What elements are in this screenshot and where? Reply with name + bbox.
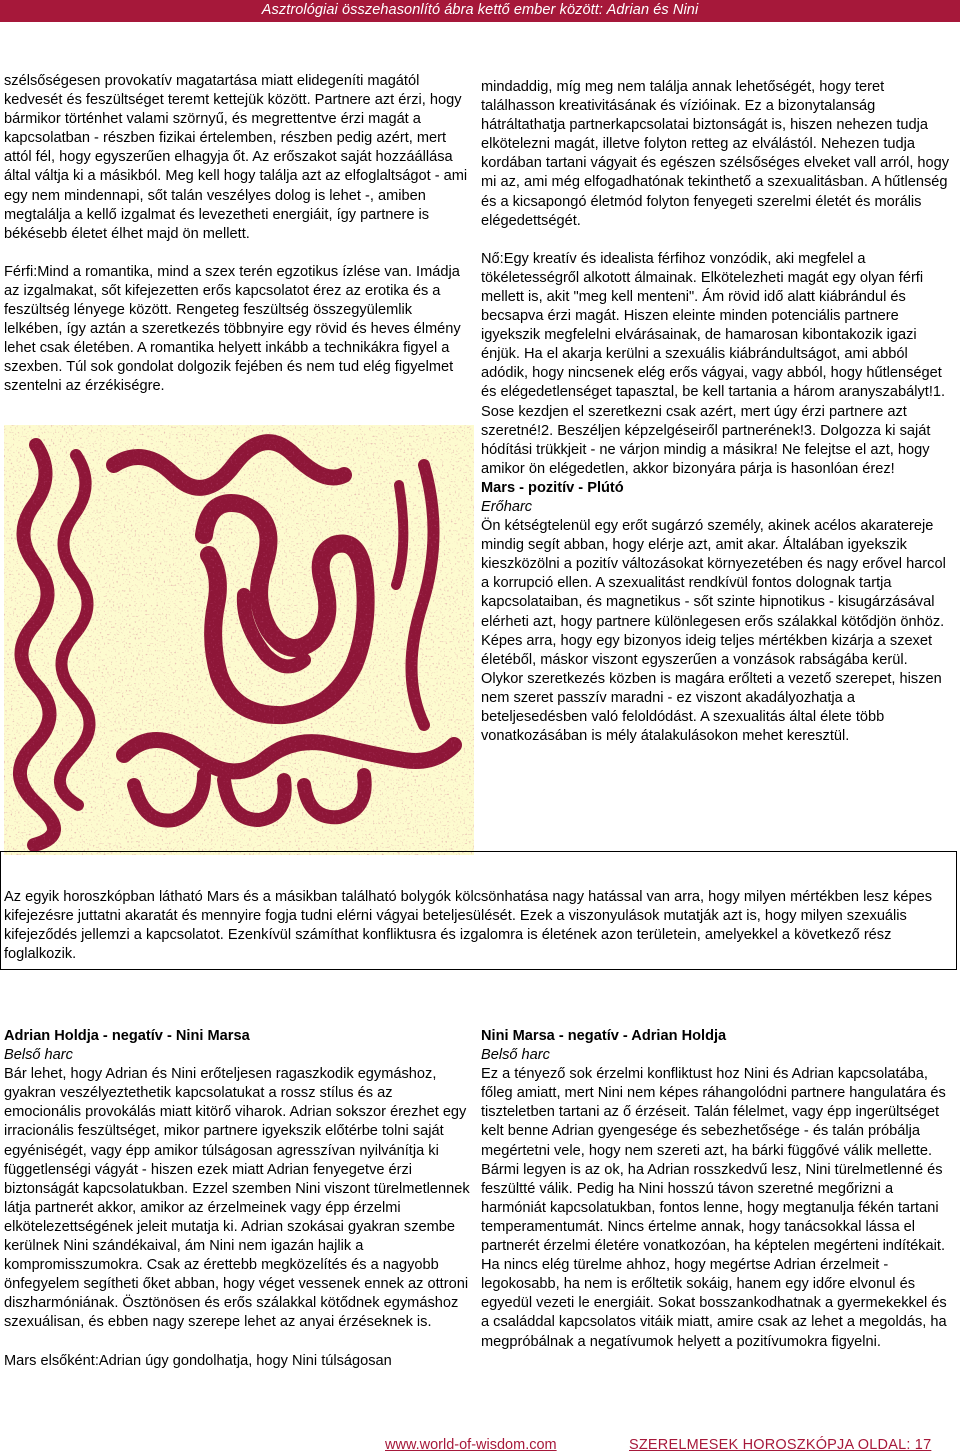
section-heading: Mars - pozitív - Plútó — [481, 479, 624, 496]
section-subheading: Erőharc — [481, 498, 533, 515]
paragraph: Nő:Egy kreatív és idealista férfihoz vonzódik, aki megfelel a tökéletességről alkotott álmainak. Elkötelezheti magát egy olyan férfi mellett is, akit "meg kell menteni". Ám rövid idő alatt kiábrándul és becsapva érzi magát. Hiszen eleinte minden potenciális partnere igyekszik megfelelni elvárásainak, de hamarosan kibontakozik igazi énjük. Ha el akarja kerülni a szexuális kiábrándultságot, ami abból adódik, hogy nincsenek elég erős vágyai, vagy abból, hogy hűtlenséget és elégedetlenséget tapasztal, be kell tartania a három aranyszabályt!1. Sose kezdjen el szeretkezni csak azért, mert úgy érzi partnere azt szeretné!2. Beszéljen képzelgéseiről partnerének!3. Dolgozza ki saját hódítási trükkjeit - ne várjon mindig a másikra! Ne felejtse el azt, hogy amikor ön elégedetlen, akkor bizonyára párja is hasonlóan érez! — [481, 250, 946, 477]
paragraph: Ez a tényező sok érzelmi konfliktust hoz Nini és Adrian kapcsolatába, főleg amiatt, mert Nini nem képes ráhangolódni partnere hangulatára és tiszteletben tartani az ő érzéseit. Talán félelmet, vagy épp ingerültséget kelt benne Adrian gyengesége és sebezhetősége - és talán próbálja megértetni vele, hogy nem szereti azt, ha bárki függővé válik mellette. Bármi legyen is az ok, ha Adrian rosszkedvű lesz, Nini türelmetlenné és feszültté válik. Pedig ha Nini hosszú távon szeretné megőrizni a harmóniát kapcsolatukban, fontos lenne, hogy megtanulja fékén tartani temperamentumát. Nincs értelme annak, hogy tanácsokkal lássa el partnerét érzelmi életére vonatkozóan, ha képtelen megérteni indítékait. Ha nincs elég türelme ahhoz, hogy megértse Adrian érzelmeit - legokosabb, ha nem is erőltetik sokáig, hanem egy időre elvonul és egyedül vezeti le energiáit. Sokat bosszankodhatnak a gyermekekkel és a családdal kapcsolatos vitáik miatt, amire csak az lehet a megoldás, ha megpróbálnak a negatívumok helyett a pozitívumokra figyelni. — [481, 1066, 947, 1350]
footer-page-number: SZERELMESEK HOROSZKÓPJA OLDAL: 17 — [629, 1437, 932, 1453]
section-heading: Nini Marsa - negatív - Adrian Holdja — [481, 1028, 727, 1044]
intro-box-text: Az egyik horoszkópban látható Mars és a másikban található bolygók kölcsönhatása nagy hatással van arra, hogy milyen mértékben lesz képes kifejezésre juttatni akaratát és mennyire fogja tudni elérni vágyai beteljesülését. Ezek a viszonyulások mutatják azt is, hogy milyen szexuális kifejeződés jellemzi a kapcsolatot. Ezenkívül számíthat konfliktusra és izgalomra is életének azon területein, amelyekkel a következő rész foglalkozik. — [4, 889, 933, 963]
paragraph: Mars elsőként:Adrian úgy gondolhatja, hogy Nini túlságosan — [4, 1352, 392, 1369]
paragraph: Férfi:Mind a romantika, mind a szex terén egzotikus ízlése van. Imádja az izgalmakat, sőt kifejezetten erős kapcsolatot érez az erotika és a feszültség lényege között. Rengeteg feszültség összegyülemlik lelkében, így aztán a szeretkezés többnyire egy rövid és heves élmény lehet csak életében. A romantika helyett inkább a technikákra figyel a szexben. Túl sok gondolat dolgozik fejében és nem tud elég figyelmet szentelni az érzékiségre. — [4, 263, 461, 395]
page-header-title: Asztrológiai összehasonlító ábra kettő ember között: Adrian és Nini — [261, 2, 699, 18]
paragraph: szélsőségesen provokatív magatartása miatt elidegeníti magától kedvesét és feszültséget teremt kettejük között. Partnere azt érzi, hogy bármikor történhet valami szörnyű, és megrettentve érzi magát a kapcsolatban - részben fizikai értelemben, részben pedig azért, mert attól fél, hogy egyszerűen elhagyja őt. Az erőszakot saját hozzáállása által váltja ki a másikból. Meg kell hogy találja azt az elfoglaltságot - ami egy nem mindennapi, sőt talán veszélyes dolog is lehet -, amiben megtalálja a kellő izgalmat és levezetheti energiáit, így partnere is békésebb életet élhet majd ön mellett. — [4, 73, 468, 242]
abstract-ornament-icon — [4, 425, 474, 855]
right-column-bottom — [481, 1027, 951, 1352]
decorative-artwork — [4, 425, 474, 855]
footer-website-link[interactable]: www.world-of-wisdom.com — [385, 1437, 557, 1453]
paragraph: Bár lehet, hogy Adrian és Nini erőteljesen ragaszkodik egymáshoz, gyakran veszélyeztethetik kapcsolatukat a rossz stílus és az emocionális provokálás miatt kitörő viharok. Adrian sokszor érezhet egy irracionális feszültséget, mikor partnere igyekszik előtérbe tolni saját egyéniségét, vagy épp amikor túlságosan agresszívan nyilvánítja ki függetlenségi vágyát - hiszen ezek miatt Adrian fenyegetve érzi biztonságát kapcsolatukban. Ezzel szemben Nini viszont türelmetlennek látja partnerét akkor, amikor az érzelmeinek vagy épp érzelmi elkötelezettségének jeleit mutatja ki. Adrian szokásai gyakran szembe kerülnek Nini szándékaival, ám Nini nem igazán hajlik a kompromisszumokra. Csak az érettebb megközelítés és a nagyobb önfegyelem segítheti őket abban, hogy véget vessenek ennek az ottroni diszharmóniának. Ösztönösen és erős szálakkal kötődnek egymáshoz szexuálisan, és ebben nagy szerepe lehet az anyai érzéseknek is. — [4, 1066, 470, 1331]
right-column-top — [481, 78, 951, 746]
paragraph: mindaddig, míg meg nem találja annak lehetőségét, hogy teret találhasson kreativitásának és vízióinak. Ez a bizonytalanság hátráltathatja partnerkapcsolatai biztonságát is, hiszen nehezen tudja elkötelezni magát, illetve folyton retteg az elválástól. Nehezen tudja kordában tartani vágyait és egészen szélsőséges elveket vall arról, hogy mi az, ami még elfogadhatónak tekinthető a szexualitásban. A hűtlenség és a kicsapongó életmód folyton fenyegeti szerelmi életét és morális elégedettségét. — [481, 79, 950, 229]
left-column-top — [4, 72, 474, 397]
left-column-bottom — [4, 1027, 472, 1371]
paragraph: Ön kétségtelenül egy erőt sugárzó személy, akinek acélos akaratereje mindig segít abban, hogy elérje azt, amit akar. Általában igyekszik kieszközölni a pozitív változásokat környezetében és nagy erővel harcol a korrupció ellen. A szexualitást rendkívül fontos dolognak tartja kapcsolataiban, és magnetikus - sőt szinte hipnotikus - kisugárzásával elérheti azt, hogy partnere különlegesen erős szálakkal kötődjön önhöz. Képes arra, hogy egy bizonyos ideig teljes mértékben kizárja a szexet életéből, máskor viszont egyszerűen a vonzások rabságába kerül. Olykor szeretkezés közben is magára erőlteti a vezető szerepet, hiszen nem szeret passzív maradni - ez viszont akadályozhatja a beteljesedésben való feloldódást. A szexualitás által élete több vonatkozásában is mély átalakulásokon mehet keresztül. — [481, 518, 946, 745]
section-subheading: Belső harc — [4, 1047, 73, 1064]
section-subheading: Belső harc — [481, 1047, 550, 1064]
section-heading: Adrian Holdja - negatív - Nini Marsa — [4, 1028, 250, 1044]
